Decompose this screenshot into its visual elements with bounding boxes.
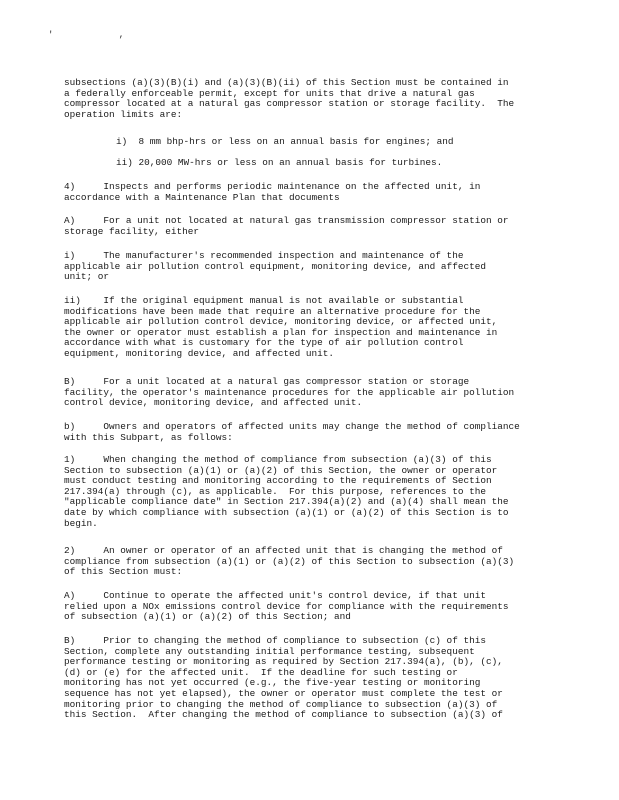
paragraph-original-manual: ii) If the original equipment manual is not available or substantial modifications have been made that require an alternative procedure for the applicable air pollution control device, monitoring device, or affected unit, the owner or operator must establish a plan for inspection and maintenance in accordance with what is customary for the type of air pollution control equipment, monitoring device, and affected unit. <box>64 295 498 359</box>
paragraph-unit-located: B) For a unit located at a natural gas compressor station or storage facility, the operator's maintenance procedures for the applicable air pollution control device, monitoring device, and affected unit. <box>64 376 515 409</box>
paragraph-manufacturer: i) The manufacturer's recommended inspection and maintenance of the applicable air pollution control equipment, monitoring device, and affected unit; or <box>64 250 486 283</box>
paragraph-changing-to-a3: 2) An owner or operator of an affected unit that is changing the method of compliance from subsection (a)(1) or (a)(2) of this Section to subsection (a)(3) of this Section must: <box>64 545 515 578</box>
paragraph-unit-not-located: A) For a unit not located at natural gas transmission compressor station or storage facility, either <box>64 215 509 237</box>
paragraph-operation-limits: subsections (a)(3)(B)(i) and (a)(3)(B)(ii) of this Section must be contained in a federally enforceable permit, except for units that drive a natural gas compressor located at a natural gas compressor station or storage facility. The operation limits are: <box>64 77 515 120</box>
paragraph-changing-to-a1-a2: 1) When changing the method of compliance from subsection (a)(3) of this Section to subsection (a)(1) or (a)(2) of this Section, the owner or operator must conduct testing and monitoring according to the requirements of Section 217.394(a) through (c), as applicable. For this purpose, references to the "applicable compliance date" in Section 217.394(a)(2) and (a)(4) shall mean the date by which compliance with subsection (a)(1) or (a)(2) of this Section is to begin. <box>64 454 509 529</box>
paragraph-continue-operate: A) Continue to operate the affected unit's control device, if that unit relied upon a NOx emissions control device for compliance with the requirements of subsection (a)(1) or (a)(2) of this Section; and <box>64 590 509 623</box>
list-item-turbines: ii) 20,000 MW-hrs or less on an annual basis for turbines. <box>116 157 443 168</box>
paragraph-change-method: b) Owners and operators of affected units may change the method of compliance with this Subpart, as follows: <box>64 421 520 443</box>
paragraph-maintenance: 4) Inspects and performs periodic maintenance on the affected unit, in accordance with a Maintenance Plan that documents <box>64 181 481 203</box>
paragraph-prior-to-changing: B) Prior to changing the method of compliance to subsection (c) of this Section, complete any outstanding initial performance testing, subsequent performance testing or monitoring as required by Section 217.394(a), (b), (c), (d) or (e) for the affected unit. If the deadline for such testing or monitoring has not yet occurred (e.g., the five-year testing or monitoring sequence has not yet elapsed), the owner or operator must complete the test or monitoring prior to changing the method of compliance to subsection (a)(3) of this Section. After changing the method of compliance to subsection (a)(3) of <box>64 635 503 721</box>
list-item-engines: i) 8 mm bhp-hrs or less on an annual basis for engines; and <box>116 136 454 147</box>
corner-marks: ' , <box>48 30 155 40</box>
